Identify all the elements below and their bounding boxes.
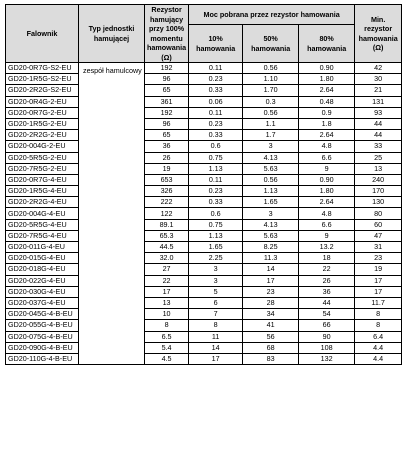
cell-resistor: 32.0 — [145, 253, 189, 264]
table-row — [6, 331, 402, 342]
table-row — [6, 219, 402, 230]
cell-model: GD20-045G-4-B-EU — [6, 309, 79, 320]
table-row — [6, 96, 402, 107]
cell-min-resistor: 23 — [355, 253, 402, 264]
cell-p10: 0.6 — [189, 141, 243, 152]
cell-p50: 5.63 — [243, 230, 299, 241]
header-power-group: Moc pobrana przez rezystor hamowania — [189, 5, 355, 25]
cell-p10: 0.11 — [189, 107, 243, 118]
cell-min-resistor: 93 — [355, 107, 402, 118]
cell-model: GD20-7R5G-2-EU — [6, 163, 79, 174]
header-p80: 80% hamowania — [299, 25, 355, 63]
cell-model: GD20-090G-4-B-EU — [6, 342, 79, 353]
cell-resistor: 13 — [145, 297, 189, 308]
table-row — [6, 208, 402, 219]
table-row — [6, 152, 402, 163]
cell-min-resistor: 130 — [355, 197, 402, 208]
cell-p10: 0.11 — [189, 174, 243, 185]
cell-min-resistor: 31 — [355, 242, 402, 253]
cell-model: GD20-2R2G-2-EU — [6, 130, 79, 141]
cell-p80: 2.64 — [299, 197, 355, 208]
cell-model: GD20-0R7G-4-EU — [6, 174, 79, 185]
cell-resistor: 36 — [145, 141, 189, 152]
cell-p80: 18 — [299, 253, 355, 264]
cell-min-resistor: 8 — [355, 309, 402, 320]
cell-model: GD20-1R5G-4-EU — [6, 186, 79, 197]
cell-p80: 9 — [299, 230, 355, 241]
cell-min-resistor: 11.7 — [355, 297, 402, 308]
table-row — [6, 342, 402, 353]
table-row — [6, 253, 402, 264]
cell-p10: 0.33 — [189, 130, 243, 141]
cell-p80: 0.90 — [299, 174, 355, 185]
cell-p80: 90 — [299, 331, 355, 342]
cell-p50: 1.10 — [243, 74, 299, 85]
table-row — [6, 353, 402, 364]
cell-p10: 0.75 — [189, 152, 243, 163]
cell-p50: 0.3 — [243, 96, 299, 107]
cell-model: GD20-110G-4-B-EU — [6, 353, 79, 364]
cell-resistor: 26 — [145, 152, 189, 163]
cell-p50: 4.13 — [243, 152, 299, 163]
cell-resistor: 89.1 — [145, 219, 189, 230]
cell-resistor: 10 — [145, 309, 189, 320]
cell-p10: 8 — [189, 320, 243, 331]
table-row — [6, 297, 402, 308]
cell-p10: 5 — [189, 286, 243, 297]
cell-model: GD20-022G-4-EU — [6, 275, 79, 286]
table-row — [6, 85, 402, 96]
cell-min-resistor: 25 — [355, 152, 402, 163]
cell-p50: 0.56 — [243, 63, 299, 74]
cell-resistor: 4.5 — [145, 353, 189, 364]
cell-model: GD20-2R2G-4-EU — [6, 197, 79, 208]
cell-p80: 2.64 — [299, 130, 355, 141]
cell-p50: 3 — [243, 208, 299, 219]
cell-p50: 8.25 — [243, 242, 299, 253]
cell-resistor: 96 — [145, 118, 189, 129]
cell-model: GD20-030G-4-EU — [6, 286, 79, 297]
cell-p10: 2.25 — [189, 253, 243, 264]
cell-model: GD20-055G-4-B-EU — [6, 320, 79, 331]
cell-p80: 44 — [299, 297, 355, 308]
table-row — [6, 197, 402, 208]
cell-p10: 0.23 — [189, 74, 243, 85]
cell-p80: 0.9 — [299, 107, 355, 118]
cell-p80: 6.6 — [299, 152, 355, 163]
cell-min-resistor: 42 — [355, 63, 402, 74]
cell-resistor: 222 — [145, 197, 189, 208]
cell-model: GD20-037G-4-EU — [6, 297, 79, 308]
cell-p10: 14 — [189, 342, 243, 353]
table-row — [6, 130, 402, 141]
cell-p10: 0.75 — [189, 219, 243, 230]
cell-p80: 54 — [299, 309, 355, 320]
cell-resistor: 65 — [145, 130, 189, 141]
cell-resistor: 65 — [145, 85, 189, 96]
cell-p80: 4.8 — [299, 208, 355, 219]
cell-p10: 1.13 — [189, 163, 243, 174]
cell-resistor: 65.3 — [145, 230, 189, 241]
cell-p10: 0.23 — [189, 118, 243, 129]
table-row — [6, 163, 402, 174]
cell-min-resistor: 4.4 — [355, 353, 402, 364]
cell-p50: 0.56 — [243, 174, 299, 185]
cell-p80: 66 — [299, 320, 355, 331]
cell-p80: 9 — [299, 163, 355, 174]
cell-min-resistor: 80 — [355, 208, 402, 219]
cell-resistor: 122 — [145, 208, 189, 219]
table-row — [6, 286, 402, 297]
cell-p80: 1.8 — [299, 118, 355, 129]
table-row — [6, 309, 402, 320]
cell-min-resistor: 13 — [355, 163, 402, 174]
cell-resistor: 8 — [145, 320, 189, 331]
cell-p10: 11 — [189, 331, 243, 342]
cell-min-resistor: 131 — [355, 96, 402, 107]
cell-p50: 23 — [243, 286, 299, 297]
cell-p50: 1.65 — [243, 197, 299, 208]
cell-model: GD20-0R7G-S2-EU — [6, 63, 79, 74]
cell-p80: 108 — [299, 342, 355, 353]
cell-model: GD20-018G-4-EU — [6, 264, 79, 275]
cell-p80: 36 — [299, 286, 355, 297]
cell-min-resistor: 47 — [355, 230, 402, 241]
cell-p50: 28 — [243, 297, 299, 308]
table-row — [6, 63, 402, 74]
cell-min-resistor: 33 — [355, 141, 402, 152]
table-row — [6, 141, 402, 152]
cell-p50: 1.7 — [243, 130, 299, 141]
header-p10: 10% hamowania — [189, 25, 243, 63]
table-row — [6, 320, 402, 331]
cell-min-resistor: 170 — [355, 186, 402, 197]
cell-p10: 1.65 — [189, 242, 243, 253]
cell-p10: 6 — [189, 297, 243, 308]
cell-model: GD20-011G-4-EU — [6, 242, 79, 253]
braking-resistor-table — [5, 4, 402, 365]
cell-p50: 56 — [243, 331, 299, 342]
cell-p50: 17 — [243, 275, 299, 286]
table-row — [6, 230, 402, 241]
cell-model: GD20-7R5G-4-EU — [6, 230, 79, 241]
cell-resistor: 96 — [145, 74, 189, 85]
cell-p50: 3 — [243, 141, 299, 152]
cell-model: GD20-1R5G-2-EU — [6, 118, 79, 129]
cell-p10: 0.6 — [189, 208, 243, 219]
table-row — [6, 118, 402, 129]
cell-resistor: 192 — [145, 63, 189, 74]
cell-model: GD20-2R2G-S2-EU — [6, 85, 79, 96]
cell-resistor: 27 — [145, 264, 189, 275]
cell-p50: 34 — [243, 309, 299, 320]
cell-resistor: 326 — [145, 186, 189, 197]
cell-model: GD20-004G-2-EU — [6, 141, 79, 152]
cell-resistor: 653 — [145, 174, 189, 185]
cell-model: GD20-004G-4-EU — [6, 208, 79, 219]
cell-resistor: 192 — [145, 107, 189, 118]
cell-p50: 11.3 — [243, 253, 299, 264]
header-resistor: Rezystor hamujący przy 100% momentu hamowania (Ω) — [145, 5, 189, 63]
cell-min-resistor: 240 — [355, 174, 402, 185]
cell-min-resistor: 60 — [355, 219, 402, 230]
cell-p50: 0.56 — [243, 107, 299, 118]
cell-p50: 1.1 — [243, 118, 299, 129]
cell-p50: 14 — [243, 264, 299, 275]
header-model: Falownik — [6, 5, 79, 63]
cell-p50: 4.13 — [243, 219, 299, 230]
cell-p10: 1.13 — [189, 230, 243, 241]
cell-model: GD20-0R4G-2-EU — [6, 96, 79, 107]
cell-resistor: 17 — [145, 286, 189, 297]
cell-p80: 1.80 — [299, 186, 355, 197]
cell-p80: 4.8 — [299, 141, 355, 152]
cell-resistor: 19 — [145, 163, 189, 174]
cell-p10: 3 — [189, 275, 243, 286]
cell-resistor: 6.5 — [145, 331, 189, 342]
cell-resistor: 361 — [145, 96, 189, 107]
cell-resistor: 5.4 — [145, 342, 189, 353]
cell-p50: 1.13 — [243, 186, 299, 197]
cell-p50: 83 — [243, 353, 299, 364]
cell-min-resistor: 4.4 — [355, 342, 402, 353]
cell-p10: 17 — [189, 353, 243, 364]
cell-p10: 0.11 — [189, 63, 243, 74]
cell-resistor: 22 — [145, 275, 189, 286]
cell-p10: 0.33 — [189, 85, 243, 96]
cell-min-resistor: 44 — [355, 130, 402, 141]
table-row — [6, 242, 402, 253]
cell-min-resistor: 21 — [355, 85, 402, 96]
cell-model: GD20-5R5G-4-EU — [6, 219, 79, 230]
cell-model: GD20-015G-4-EU — [6, 253, 79, 264]
cell-min-resistor: 30 — [355, 74, 402, 85]
cell-p50: 1.70 — [243, 85, 299, 96]
cell-p50: 5.63 — [243, 163, 299, 174]
cell-p80: 13.2 — [299, 242, 355, 253]
cell-min-resistor: 17 — [355, 286, 402, 297]
header-min-resistor: Min. rezystor hamowania (Ω) — [355, 5, 402, 63]
cell-min-resistor: 17 — [355, 275, 402, 286]
cell-p10: 7 — [189, 309, 243, 320]
cell-min-resistor: 19 — [355, 264, 402, 275]
cell-p10: 0.33 — [189, 197, 243, 208]
cell-resistor: 44.5 — [145, 242, 189, 253]
cell-p10: 0.23 — [189, 186, 243, 197]
cell-p10: 0.06 — [189, 96, 243, 107]
cell-model: GD20-1R5G-S2-EU — [6, 74, 79, 85]
cell-min-resistor: 44 — [355, 118, 402, 129]
cell-p80: 132 — [299, 353, 355, 364]
table-row — [6, 107, 402, 118]
table-container — [5, 4, 402, 365]
table-row — [6, 174, 402, 185]
table-row — [6, 186, 402, 197]
cell-model: GD20-0R7G-2-EU — [6, 107, 79, 118]
cell-model: GD20-075G-4-B-EU — [6, 331, 79, 342]
cell-p80: 0.90 — [299, 63, 355, 74]
cell-p80: 1.80 — [299, 74, 355, 85]
cell-p80: 6.6 — [299, 219, 355, 230]
cell-p80: 0.48 — [299, 96, 355, 107]
cell-p80: 26 — [299, 275, 355, 286]
cell-model: GD20-5R5G-2-EU — [6, 152, 79, 163]
cell-p80: 22 — [299, 264, 355, 275]
cell-p10: 3 — [189, 264, 243, 275]
table-row — [6, 74, 402, 85]
table-row — [6, 264, 402, 275]
cell-min-resistor: 8 — [355, 320, 402, 331]
cell-unit-type: zespół hamulcowy — [79, 63, 145, 365]
cell-p50: 41 — [243, 320, 299, 331]
table-row — [6, 275, 402, 286]
header-p50: 50% hamowania — [243, 25, 299, 63]
cell-min-resistor: 6.4 — [355, 331, 402, 342]
table-body — [6, 63, 402, 365]
cell-p50: 68 — [243, 342, 299, 353]
cell-p80: 2.64 — [299, 85, 355, 96]
header-unit-type: Typ jednostki hamującej — [79, 5, 145, 63]
